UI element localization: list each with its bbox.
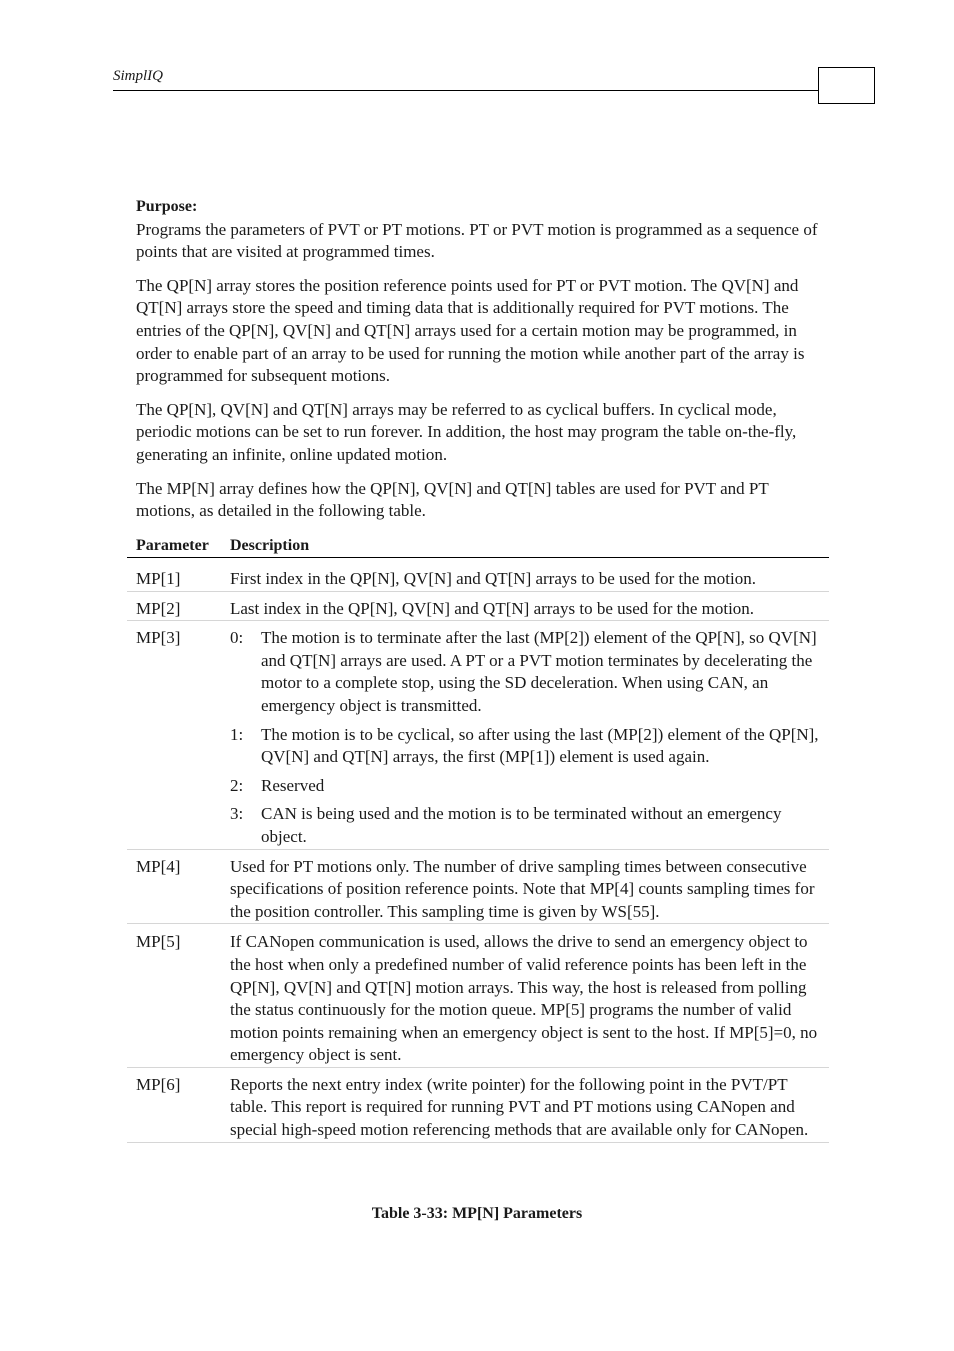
header-title: SimplIQ — [113, 68, 163, 84]
row-parameter: MP[3] — [136, 628, 181, 648]
option-item — [230, 803, 826, 848]
table-row — [127, 924, 829, 1068]
table-row — [127, 592, 829, 622]
option-item — [230, 724, 826, 769]
row-description: If CANopen communication is used, allows the drive to send an emergency object to the host when only a predefined number of valid reference points has been left in the QP[N], QV[N] and QT[N] motion arrays. This way, the host is released from polling the status continuously for the motion queue. MP[5] programs the number of valid motion points remaining when an emergency object is sent to the host. If MP[5]=0, no emergency object is sent. — [230, 932, 818, 1065]
option-text: CAN is being used and the motion is to be terminated without an emergency object. — [261, 804, 782, 846]
option-text: Reserved — [261, 775, 325, 795]
row-description: Last index in the QP[N], QV[N] and QT[N] arrays to be used for the motion. — [230, 598, 755, 618]
table-row — [127, 621, 829, 849]
row-parameter: MP[6] — [136, 1074, 181, 1094]
row-description: First index in the QP[N], QV[N] and QT[N] arrays to be used for the motion. — [230, 569, 756, 588]
header-description: Description — [230, 537, 310, 554]
row-parameter: MP[1] — [136, 569, 181, 588]
row-description: Used for PT motions only. The number of drive sampling times between consecutive specifications of position reference points. Note that MP[4] counts sampling times for the position controller. This sampling time is given by WS[55]. — [230, 856, 815, 921]
row-parameter: MP[5] — [136, 932, 181, 952]
option-item — [230, 775, 826, 798]
option-number: 1: — [230, 724, 244, 744]
mp-array-paragraph: The MP[N] array defines how the QP[N], QV[N] and QT[N] tables are used for PVT and PT motions, as detailed in the following table. — [136, 478, 769, 521]
header-parameter: Parameter — [136, 537, 209, 554]
row-description: Reports the next entry index (write pointer) for the following point in the PVT/PT table. This report is required for running PVT and PT motions using CANopen and special high-speed motion referencing methods that are available only for CANopen. — [230, 1074, 809, 1140]
option-text: The motion is to be cyclical, so after using the last (MP[2]) element of the QP[N], QV[N] and QT[N] arrays, the first (MP[1]) element is used again. — [261, 724, 819, 767]
purpose-section — [136, 196, 826, 534]
option-number: 0: — [230, 628, 244, 648]
row-parameter: MP[2] — [136, 598, 181, 618]
purpose-heading: Purpose: — [136, 198, 198, 215]
header-rule — [113, 90, 819, 91]
purpose-paragraph: Programs the parameters of PVT or PT motions. PT or PVT motion is programmed as a sequence of points that are visited at programmed times. — [136, 219, 818, 262]
table-row — [127, 1068, 829, 1143]
table-header — [127, 535, 829, 558]
row-options — [230, 627, 826, 848]
option-number: 3: — [230, 804, 244, 824]
option-item — [230, 627, 826, 717]
option-text: The motion is to terminate after the last (MP[2]) element of the QP[N], so QV[N] and QT[N] arrays are used. A PT or a PVT motion terminates by decelerating the motor to a complete stop, using the SD deceleration. When using CAN, an emergency object is transmitted. — [261, 628, 817, 715]
page-number-box — [818, 67, 875, 104]
table-caption: Table 3-33: MP[N] Parameters — [371, 1205, 583, 1222]
cyclical-buffer-paragraph: The QP[N], QV[N] and QT[N] arrays may be referred to as cyclical buffers. In cyclical mode, periodic motions can be set to run forever. In addition, the host may program the table on-the-fly, generating an infinite, online updated motion. — [136, 399, 797, 464]
table-row — [127, 850, 829, 925]
option-number: 2: — [230, 775, 244, 795]
parameters-table — [127, 535, 829, 1143]
row-parameter: MP[4] — [136, 856, 181, 876]
table-row — [127, 558, 829, 592]
qp-array-paragraph: The QP[N] array stores the position reference points used for PT or PVT motion. The QV[N] and QT[N] arrays store the speed and timing data that is additionally required for PVT motions. The entries of the QP[N], QV[N] and QT[N] arrays used for a certain motion may be programmed, in order to enable part of an array to be used for running the motion while another part of the array is programmed for subsequent motions. — [136, 275, 805, 386]
